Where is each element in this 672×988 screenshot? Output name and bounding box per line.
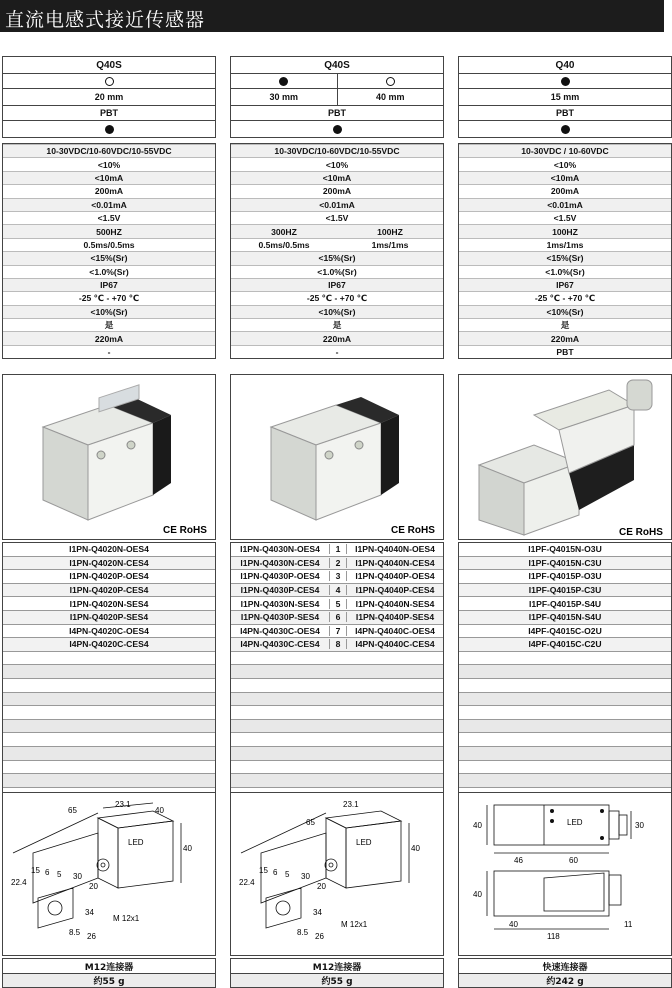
spec-row: <10mA <box>231 171 443 184</box>
spec-row: <1.0%(Sr) <box>459 265 671 278</box>
frequency-b: 100HZ <box>377 226 403 237</box>
model-a: I1PN-Q4030P-OES4 <box>240 571 320 582</box>
indicator-marker <box>458 120 672 138</box>
connector-type: M12连接器 <box>84 962 134 973</box>
sensing-distances <box>230 88 444 106</box>
model-name: Q40 <box>458 56 672 74</box>
model-row: I4PF-Q4015C-O2U <box>459 625 671 639</box>
empty-row <box>459 665 671 679</box>
dim-label: 8.5 <box>69 928 81 937</box>
model-b: I4PN-Q4040C-OES4 <box>355 625 435 636</box>
footer-q40 <box>458 958 672 988</box>
model-a: I4PN-Q4030C-OES4 <box>240 625 320 636</box>
model-a: I1PN-Q4030N-SES4 <box>240 598 320 609</box>
empty-row <box>459 747 671 761</box>
dim-label: 30 <box>635 821 644 830</box>
row-number: 3 <box>329 571 347 581</box>
model-row: I1PN-Q4020P-OES4 <box>3 570 215 584</box>
dim-label: 40 <box>473 890 482 899</box>
dim-label: 60 <box>569 856 578 865</box>
dimension-drawing-q40s <box>2 792 216 956</box>
row-number: 6 <box>329 612 347 622</box>
spec-list <box>2 143 216 359</box>
frequency-a: 300HZ <box>271 226 297 237</box>
model-name: Q40S <box>2 56 216 74</box>
certification-marks: CE RoHS <box>163 525 207 536</box>
spec-row: IP67 <box>459 278 671 291</box>
empty-row <box>3 761 215 775</box>
housing-material: PBT <box>230 105 444 121</box>
empty-row <box>3 693 215 707</box>
spec-row: <1.5V <box>231 211 443 224</box>
model-list-q40-15 <box>458 542 672 802</box>
dim-label: 15 <box>31 866 40 875</box>
dim-label: 8.5 <box>297 928 309 937</box>
housing-material: PBT <box>2 105 216 121</box>
housing-material: PBT <box>458 105 672 121</box>
model-row <box>231 543 443 557</box>
spec-row: 10-30VDC / 10-60VDC <box>459 144 671 157</box>
empty-row <box>459 774 671 788</box>
spec-row: <10%(Sr) <box>3 305 215 318</box>
dim-label: 30 <box>301 872 310 881</box>
dim-label: 40 <box>155 806 164 815</box>
dim-label: 6 <box>45 868 50 877</box>
spec-row: <1.5V <box>459 211 671 224</box>
spec-row: <10% <box>459 157 671 170</box>
dim-label: 34 <box>85 908 94 917</box>
empty-row <box>231 774 443 788</box>
dim-label: 40 <box>509 920 518 929</box>
model-b: I1PN-Q4040N-SES4 <box>355 598 435 609</box>
footer-q40s-2 <box>230 958 444 988</box>
spec-row: - <box>231 345 443 358</box>
dim-label: 22.4 <box>11 878 27 887</box>
dim-label: 40 <box>411 844 420 853</box>
spec-row: PBT <box>459 345 671 358</box>
spec-row: <15%(Sr) <box>459 251 671 264</box>
model-row: I1PF-Q4015N-C3U <box>459 557 671 571</box>
empty-row <box>231 652 443 666</box>
dim-label: 65 <box>68 806 77 815</box>
empty-row <box>3 720 215 734</box>
connector-type: 快速连接器 <box>542 962 588 973</box>
empty-row <box>231 706 443 720</box>
model-b: I1PN-Q4040P-SES4 <box>355 612 435 623</box>
spec-row: 100HZ <box>459 224 671 237</box>
model-row: I1PF-Q4015P-S4U <box>459 597 671 611</box>
product-image-q40 <box>458 374 672 540</box>
spec-row: <15%(Sr) <box>231 251 443 264</box>
spec-row: <0.01mA <box>3 198 215 211</box>
sensing-distance: 15 mm <box>458 88 672 106</box>
spec-row: 10-30VDC/10-60VDC/10-55VDC <box>3 144 215 157</box>
empty-row <box>3 652 215 666</box>
spec-row: 220mA <box>231 331 443 344</box>
empty-row <box>459 693 671 707</box>
spec-row: 220mA <box>459 331 671 344</box>
empty-row <box>459 679 671 693</box>
spec-row: - <box>3 345 215 358</box>
row-number: 8 <box>329 639 347 649</box>
spec-row: 200mA <box>231 184 443 197</box>
model-list-q40s-30-40 <box>230 542 444 802</box>
connector-type: M12连接器 <box>312 962 362 973</box>
model-row: I1PF-Q4015P-C3U <box>459 584 671 598</box>
spec-row: -25 ℃ - +70 ℃ <box>231 291 443 304</box>
row-number: 2 <box>329 558 347 568</box>
model-row: I1PN-Q4020N-CES4 <box>3 557 215 571</box>
unshielded-marker <box>2 73 216 89</box>
spec-row: <10% <box>3 157 215 170</box>
sensing-distance-b: 40 mm <box>337 89 444 105</box>
empty-row <box>3 706 215 720</box>
product-image-q40s-2 <box>230 374 444 540</box>
response-a: 0.5ms/0.5ms <box>258 239 310 250</box>
spec-row: 10-30VDC/10-60VDC/10-55VDC <box>231 144 443 157</box>
spec-row: <0.01mA <box>231 198 443 211</box>
spec-row: 1ms/1ms <box>459 238 671 251</box>
dim-label: 118 <box>547 932 560 941</box>
empty-row <box>3 733 215 747</box>
empty-row <box>231 665 443 679</box>
empty-row <box>231 747 443 761</box>
spec-list <box>458 143 672 359</box>
model-row <box>231 611 443 625</box>
dim-label: 15 <box>259 866 268 875</box>
model-row: I4PF-Q4015C-C2U <box>459 638 671 652</box>
spec-row: 是 <box>231 318 443 331</box>
dim-label: LED <box>128 838 144 847</box>
page-title: 直流电感式接近传感器 <box>0 0 664 32</box>
model-a: I1PN-Q4030N-OES4 <box>240 544 320 555</box>
empty-row <box>459 733 671 747</box>
model-a: I4PN-Q4030C-CES4 <box>240 639 320 650</box>
spec-row: IP67 <box>3 278 215 291</box>
dim-label: 22.4 <box>239 878 255 887</box>
model-a: I1PN-Q4030P-CES4 <box>240 585 320 596</box>
empty-row <box>231 761 443 775</box>
weight: 约55 g <box>3 973 215 987</box>
empty-row <box>231 693 443 707</box>
model-row: I1PF-Q4015N-O3U <box>459 543 671 557</box>
spec-row: <1.0%(Sr) <box>231 265 443 278</box>
dim-label: 6 <box>273 868 278 877</box>
dim-label: M 12x1 <box>113 914 140 923</box>
model-b: I1PN-Q4040P-OES4 <box>355 571 435 582</box>
spec-row: 220mA <box>3 331 215 344</box>
dim-label: 40 <box>473 821 482 830</box>
model-b: I4PN-Q4040C-CES4 <box>355 639 435 650</box>
spec-row: 500HZ <box>3 224 215 237</box>
spec-row: <10%(Sr) <box>231 305 443 318</box>
dim-label: 20 <box>317 882 326 891</box>
model-a: I1PN-Q4030N-CES4 <box>240 557 320 568</box>
dim-label: 23.1 <box>115 800 131 809</box>
column-q40-15 <box>458 56 672 359</box>
model-row: I4PN-Q4020C-OES4 <box>3 625 215 639</box>
shielded-marker <box>458 73 672 89</box>
dim-label: 5 <box>285 870 290 879</box>
weight: 约55 g <box>231 973 443 987</box>
sensing-distance-a: 30 mm <box>269 92 299 102</box>
spec-row: 200mA <box>459 184 671 197</box>
model-row <box>231 625 443 639</box>
spec-row: <15%(Sr) <box>3 251 215 264</box>
column-q40s-30-40 <box>230 56 444 359</box>
indicator-marker <box>2 120 216 138</box>
spec-row: <10% <box>231 157 443 170</box>
response-b: 1ms/1ms <box>371 239 409 250</box>
spec-row-response <box>231 238 443 251</box>
model-row <box>231 557 443 571</box>
spec-row: IP67 <box>231 278 443 291</box>
empty-row <box>459 706 671 720</box>
empty-row <box>459 652 671 666</box>
dim-label: 20 <box>89 882 98 891</box>
dim-label: M 12x1 <box>341 920 368 929</box>
spec-row: <1.5V <box>3 211 215 224</box>
dim-label: 65 <box>306 818 315 827</box>
dim-label: LED <box>567 818 583 827</box>
model-row <box>231 638 443 652</box>
empty-row <box>231 733 443 747</box>
spec-row-frequency <box>231 224 443 237</box>
dim-label: 34 <box>313 908 322 917</box>
spec-row: <10mA <box>3 171 215 184</box>
spec-row: <1.0%(Sr) <box>3 265 215 278</box>
model-b: I1PN-Q4040N-CES4 <box>355 557 435 568</box>
spec-row: 200mA <box>3 184 215 197</box>
spec-row: -25 ℃ - +70 ℃ <box>459 291 671 304</box>
spec-row: 0.5ms/0.5ms <box>3 238 215 251</box>
model-a: I1PN-Q4030P-SES4 <box>240 612 320 623</box>
empty-row <box>459 720 671 734</box>
row-number: 4 <box>329 585 347 595</box>
model-list-q40s-20 <box>2 542 216 802</box>
empty-row <box>3 774 215 788</box>
model-name: Q40S <box>230 56 444 74</box>
dim-label: 46 <box>514 856 523 865</box>
row-number: 5 <box>329 599 347 609</box>
spec-row: 是 <box>3 318 215 331</box>
dim-label: 30 <box>73 872 82 881</box>
certification-marks: CE RoHS <box>619 527 663 538</box>
row-number: 1 <box>329 544 347 554</box>
empty-row <box>3 665 215 679</box>
model-row: I1PF-Q4015P-O3U <box>459 570 671 584</box>
model-row <box>231 597 443 611</box>
model-row: I1PN-Q4020N-OES4 <box>3 543 215 557</box>
spec-row: <10mA <box>459 171 671 184</box>
row-number: 7 <box>329 626 347 636</box>
dim-label: 26 <box>315 932 324 941</box>
indicator-marker <box>230 120 444 138</box>
weight: 约242 g <box>459 973 671 987</box>
dim-label: LED <box>356 838 372 847</box>
dim-label: 11 <box>624 920 633 929</box>
sensing-distance: 20 mm <box>2 88 216 106</box>
empty-row <box>231 679 443 693</box>
dim-label: 40 <box>183 844 192 853</box>
model-row: I1PF-Q4015N-S4U <box>459 611 671 625</box>
model-row: I1PN-Q4020P-CES4 <box>3 584 215 598</box>
dimension-drawing-q40 <box>458 792 672 956</box>
certification-marks: CE RoHS <box>391 525 435 536</box>
empty-row <box>459 761 671 775</box>
model-row: I1PN-Q4020P-SES4 <box>3 611 215 625</box>
footer-q40s <box>2 958 216 988</box>
dim-label: 5 <box>57 870 62 879</box>
spec-row: 是 <box>459 318 671 331</box>
model-row <box>231 584 443 598</box>
spec-list <box>230 143 444 359</box>
spec-row: <0.01mA <box>459 198 671 211</box>
product-image-q40s <box>2 374 216 540</box>
spec-row: <10%(Sr) <box>459 305 671 318</box>
model-row: I4PN-Q4020C-CES4 <box>3 638 215 652</box>
model-row: I1PN-Q4020N-SES4 <box>3 597 215 611</box>
spec-row: -25 ℃ - +70 ℃ <box>3 291 215 304</box>
model-row <box>231 570 443 584</box>
empty-row <box>3 747 215 761</box>
empty-row <box>231 720 443 734</box>
column-q40s-20 <box>2 56 216 359</box>
dimension-drawing-q40s-2 <box>230 792 444 956</box>
dim-label: 23.1 <box>343 800 359 809</box>
model-b: I1PN-Q4040P-CES4 <box>355 585 435 596</box>
empty-row <box>3 679 215 693</box>
dim-label: 26 <box>87 932 96 941</box>
model-b: I1PN-Q4040N-OES4 <box>355 544 435 555</box>
shield-markers <box>230 73 444 89</box>
